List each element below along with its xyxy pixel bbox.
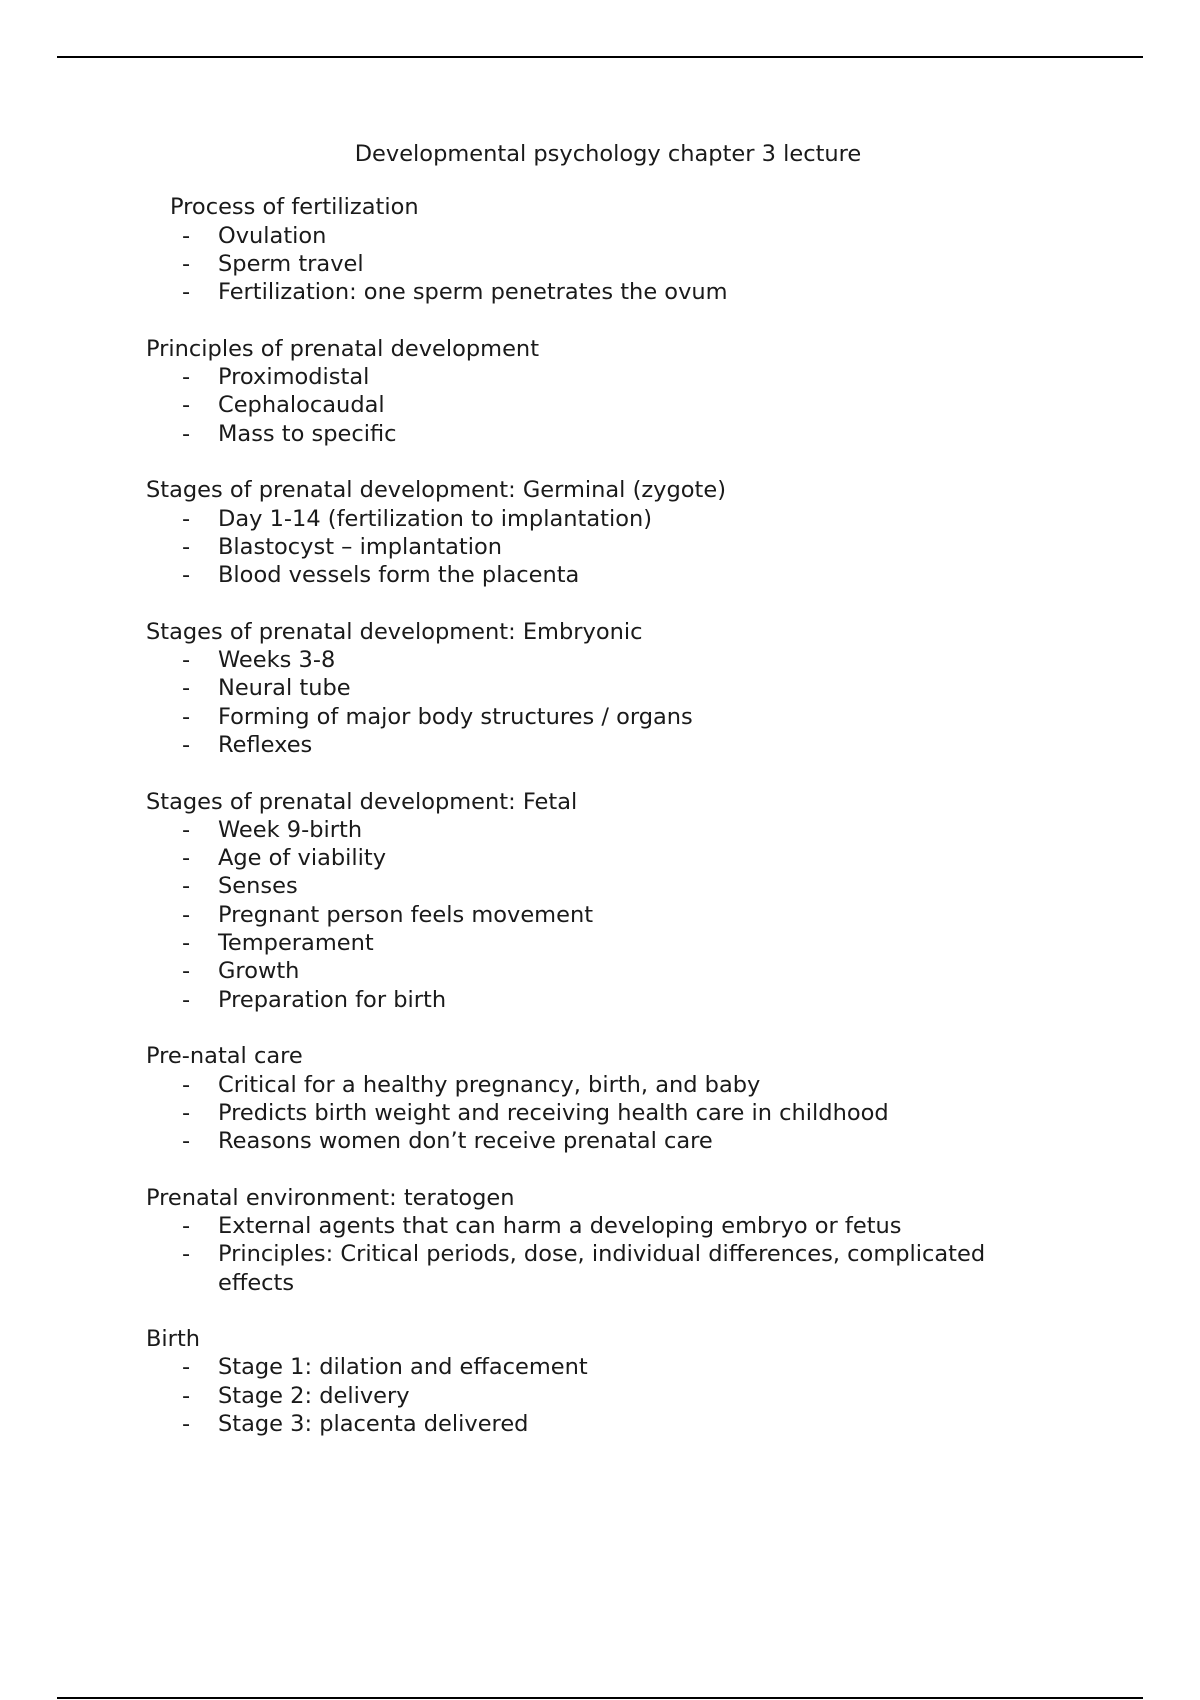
list-item-text: Predicts birth weight and receiving health care in childhood xyxy=(218,1099,889,1126)
dash-bullet: - xyxy=(182,1099,191,1126)
dash-bullet: - xyxy=(182,279,191,306)
list-item-text: Blood vessels form the placenta xyxy=(218,562,580,589)
list-item xyxy=(0,844,1200,872)
list-item-text: Sperm travel xyxy=(218,250,364,277)
list-item xyxy=(0,1382,1200,1410)
sections-container xyxy=(0,193,1200,1438)
list-item-text: Ovulation xyxy=(218,222,327,249)
dash-bullet: - xyxy=(182,222,191,249)
section-heading: Process of fertilization xyxy=(170,194,419,221)
section-heading: Principles of prenatal development xyxy=(146,335,540,362)
bullet-list xyxy=(0,222,1200,307)
list-item xyxy=(0,1099,1200,1127)
dash-bullet: - xyxy=(182,958,191,985)
dash-bullet: - xyxy=(182,675,191,702)
list-item-text: Forming of major body structures / organs xyxy=(218,703,693,730)
section-heading: Stages of prenatal development: Embryonic xyxy=(146,618,643,645)
bullet-list xyxy=(0,505,1200,590)
list-item xyxy=(0,1127,1200,1155)
dash-bullet: - xyxy=(182,505,191,532)
section xyxy=(0,618,1200,759)
dash-bullet: - xyxy=(182,1071,191,1098)
list-item-text: Blastocyst – implantation xyxy=(218,533,503,560)
dash-bullet: - xyxy=(182,533,191,560)
list-item-text: Preparation for birth xyxy=(218,986,447,1013)
list-item xyxy=(0,929,1200,957)
dash-bullet: - xyxy=(182,364,191,391)
list-item xyxy=(0,222,1200,250)
list-item-text: Fertilization: one sperm penetrates the ovum xyxy=(218,279,728,306)
list-item-text: Stage 3: placenta delivered xyxy=(218,1411,529,1438)
list-item xyxy=(0,1240,1200,1297)
list-item xyxy=(0,250,1200,278)
list-item-text: Age of viability xyxy=(218,845,387,872)
list-item xyxy=(0,278,1200,306)
dash-bullet: - xyxy=(182,873,191,900)
list-item xyxy=(0,561,1200,589)
bullet-list xyxy=(0,1212,1200,1297)
list-item xyxy=(0,816,1200,844)
section xyxy=(0,1184,1200,1297)
bullet-list xyxy=(0,1353,1200,1438)
dash-bullet: - xyxy=(182,986,191,1013)
dash-bullet: - xyxy=(182,703,191,730)
list-item-text: Reflexes xyxy=(218,731,313,758)
list-item-text: Day 1-14 (fertilization to implantation) xyxy=(218,505,652,532)
list-item xyxy=(0,731,1200,759)
list-item-text: Neural tube xyxy=(218,675,351,702)
dash-bullet: - xyxy=(182,1241,191,1268)
list-item-text: Week 9-birth xyxy=(218,816,363,843)
list-item-text: Pregnant person feels movement xyxy=(218,901,594,928)
footer-rule xyxy=(57,1697,1143,1699)
list-item xyxy=(0,363,1200,391)
list-item-text: External agents that can harm a developing embryo or fetus xyxy=(218,1212,902,1239)
list-item-text: Critical for a healthy pregnancy, birth, and baby xyxy=(218,1071,761,1098)
dash-bullet: - xyxy=(182,562,191,589)
list-item xyxy=(0,420,1200,448)
section-heading: Prenatal environment: teratogen xyxy=(146,1184,515,1211)
section xyxy=(0,193,1200,306)
list-item xyxy=(0,986,1200,1014)
list-item xyxy=(0,505,1200,533)
list-item xyxy=(0,391,1200,419)
list-item xyxy=(0,646,1200,674)
section xyxy=(0,1325,1200,1438)
bullet-list xyxy=(0,816,1200,1014)
list-item-text: Mass to specific xyxy=(218,420,397,447)
dash-bullet: - xyxy=(182,731,191,758)
list-item-text: Stage 1: dilation and effacement xyxy=(218,1354,588,1381)
list-item-text: Temperament xyxy=(218,930,374,957)
list-item xyxy=(0,674,1200,702)
list-item-text: Reasons women don’t receive prenatal care xyxy=(218,1128,713,1155)
section xyxy=(0,788,1200,1014)
list-item xyxy=(0,1212,1200,1240)
section xyxy=(0,335,1200,448)
list-item xyxy=(0,1071,1200,1099)
dash-bullet: - xyxy=(182,647,191,674)
dash-bullet: - xyxy=(182,1382,191,1409)
bullet-list xyxy=(0,363,1200,448)
section-heading: Birth xyxy=(146,1326,201,1353)
list-item-text: Proximodistal xyxy=(218,364,370,391)
section xyxy=(0,476,1200,589)
list-item-text: Principles: Critical periods, dose, individual differences, complicated effects xyxy=(218,1241,986,1296)
dash-bullet: - xyxy=(182,1411,191,1438)
dash-bullet: - xyxy=(182,816,191,843)
bullet-list xyxy=(0,1071,1200,1156)
list-item-text: Cephalocaudal xyxy=(218,392,385,419)
section-heading: Stages of prenatal development: Germinal (zygote) xyxy=(146,477,726,504)
dash-bullet: - xyxy=(182,250,191,277)
list-item xyxy=(0,533,1200,561)
list-item-text: Stage 2: delivery xyxy=(218,1382,410,1409)
document-title: Developmental psychology chapter 3 lecture xyxy=(354,141,862,167)
dash-bullet: - xyxy=(182,1354,191,1381)
list-item xyxy=(0,703,1200,731)
dash-bullet: - xyxy=(182,930,191,957)
dash-bullet: - xyxy=(182,901,191,928)
list-item xyxy=(0,872,1200,900)
list-item-text: Weeks 3-8 xyxy=(218,647,336,674)
list-item xyxy=(0,1410,1200,1438)
header-rule xyxy=(57,56,1143,58)
list-item-text: Senses xyxy=(218,873,298,900)
section-heading: Stages of prenatal development: Fetal xyxy=(146,788,578,815)
dash-bullet: - xyxy=(182,1128,191,1155)
list-item xyxy=(0,957,1200,985)
dash-bullet: - xyxy=(182,845,191,872)
section xyxy=(0,1042,1200,1155)
list-item xyxy=(0,1353,1200,1381)
list-item xyxy=(0,901,1200,929)
list-item-text: Growth xyxy=(218,958,300,985)
document-body xyxy=(0,140,1200,1467)
dash-bullet: - xyxy=(182,392,191,419)
section-heading: Pre-natal care xyxy=(146,1043,303,1070)
dash-bullet: - xyxy=(182,1212,191,1239)
bullet-list xyxy=(0,646,1200,759)
dash-bullet: - xyxy=(182,420,191,447)
